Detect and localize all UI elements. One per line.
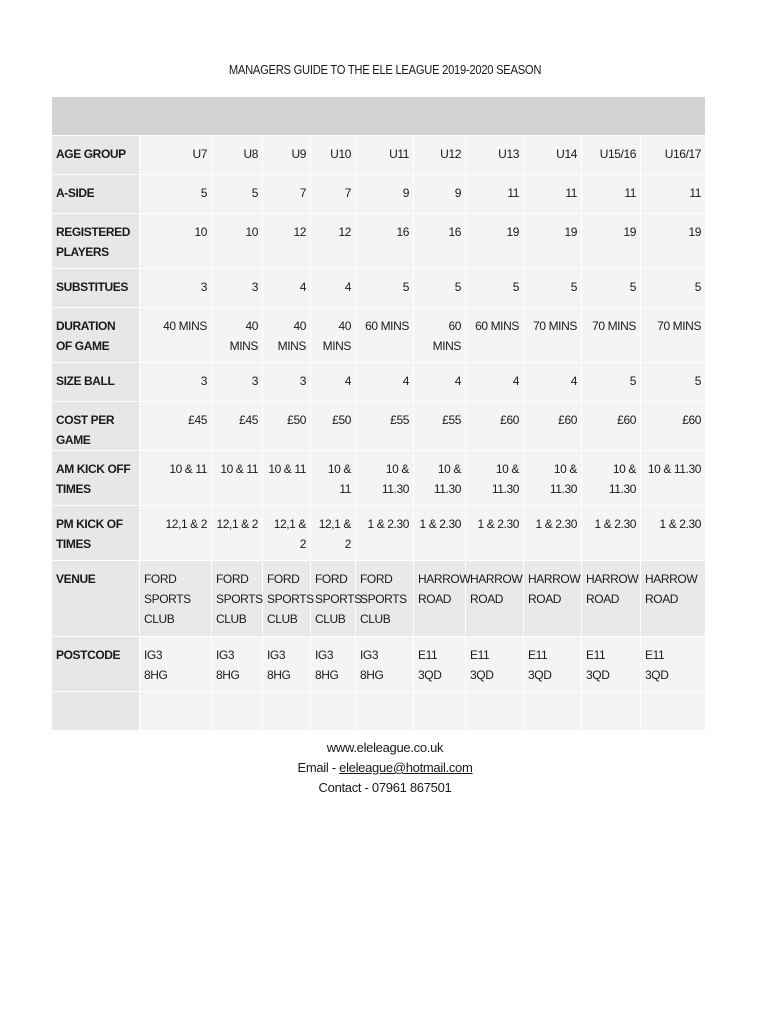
table-cell: 12 xyxy=(311,214,356,269)
website-text: www.eleleague.co.uk xyxy=(326,740,444,755)
table-cell: 60 MINS xyxy=(466,308,524,363)
email-line xyxy=(0,758,770,778)
table-cell: £60 xyxy=(524,402,582,451)
table-row xyxy=(52,269,706,308)
table-cell: 1 & 2.30 xyxy=(524,506,582,561)
empty-cell xyxy=(356,692,414,731)
table-cell: 5 xyxy=(582,269,641,308)
email-link[interactable]: eleleague@hotmail.com xyxy=(339,760,473,775)
table-cell: 1 & 2.30 xyxy=(466,506,524,561)
table-cell: 19 xyxy=(466,214,524,269)
table-cell: 7 xyxy=(311,175,356,214)
table-cell: 3 xyxy=(140,363,212,402)
table-cell: 12 xyxy=(263,214,311,269)
table-row xyxy=(52,561,706,637)
footer xyxy=(0,738,770,798)
table-cell: 10 & 11.30 xyxy=(524,451,582,506)
table-cell: 11 xyxy=(524,175,582,214)
table-cell: £50 xyxy=(311,402,356,451)
table-cell: U15/16 xyxy=(582,136,641,175)
table-cell: IG3 8HG xyxy=(212,637,263,692)
table-row xyxy=(52,402,706,451)
table-cell: 40 MINS xyxy=(140,308,212,363)
table-cell: 11 xyxy=(466,175,524,214)
row-label: SIZE BALL xyxy=(52,363,140,402)
table-cell: £60 xyxy=(466,402,524,451)
table-row xyxy=(52,308,706,363)
table-cell: 3 xyxy=(212,269,263,308)
table-cell: 10 & 11.30 xyxy=(356,451,414,506)
table-cell: U16/17 xyxy=(641,136,706,175)
empty-cell xyxy=(582,692,641,731)
empty-cell xyxy=(52,692,140,731)
row-label: DURATION OF GAME xyxy=(52,308,140,363)
row-label: A-SIDE xyxy=(52,175,140,214)
table-cell: U13 xyxy=(466,136,524,175)
table-cell: 19 xyxy=(524,214,582,269)
table-cell: 1 & 2.30 xyxy=(582,506,641,561)
empty-cell xyxy=(466,692,524,731)
contact-text: Contact - 07961 867501 xyxy=(318,780,452,795)
table-cell: 10 & 11 xyxy=(311,451,356,506)
table-cell: 5 xyxy=(641,269,706,308)
table-cell: 10 & 11.30 xyxy=(414,451,466,506)
row-label: REGISTERED PLAYERS xyxy=(52,214,140,269)
table-cell: 5 xyxy=(466,269,524,308)
table-cell: 7 xyxy=(263,175,311,214)
table-cell: E11 3QD xyxy=(641,637,706,692)
table-cell: HARROW ROAD xyxy=(466,561,524,637)
table-cell: £45 xyxy=(140,402,212,451)
table-cell: HARROW ROAD xyxy=(641,561,706,637)
table-cell: 11 xyxy=(641,175,706,214)
table-cell: 12,1 & 2 xyxy=(212,506,263,561)
table-cell: FORD SPORTS CLUB xyxy=(140,561,212,637)
table-cell: U9 xyxy=(263,136,311,175)
table-cell: 60 MINS xyxy=(414,308,466,363)
table-cell: 16 xyxy=(356,214,414,269)
empty-cell xyxy=(212,692,263,731)
table-cell: IG3 8HG xyxy=(356,637,414,692)
table-cell: 11 xyxy=(582,175,641,214)
table-cell: 70 MINS xyxy=(582,308,641,363)
table-cell: 10 & 11 xyxy=(140,451,212,506)
table-cell: 12,1 & 2 xyxy=(263,506,311,561)
page-title: MANAGERS GUIDE TO THE ELE LEAGUE 2019-2020 SEASON xyxy=(228,62,542,77)
table-cell: E11 3QD xyxy=(524,637,582,692)
table-cell: 3 xyxy=(140,269,212,308)
table-cell: E11 3QD xyxy=(414,637,466,692)
table-row xyxy=(52,637,706,692)
table-cell: £55 xyxy=(356,402,414,451)
table-cell: 5 xyxy=(140,175,212,214)
table-cell: U7 xyxy=(140,136,212,175)
empty-cell xyxy=(140,692,212,731)
blank-row xyxy=(52,692,706,731)
table-cell: 9 xyxy=(356,175,414,214)
table-row xyxy=(52,175,706,214)
table-cell: IG3 8HG xyxy=(263,637,311,692)
table-cell: 70 MINS xyxy=(641,308,706,363)
table-cell: U11 xyxy=(356,136,414,175)
table-cell: 5 xyxy=(212,175,263,214)
table-cell: 70 MINS xyxy=(524,308,582,363)
table-row xyxy=(52,363,706,402)
table-cell: HARROW ROAD xyxy=(582,561,641,637)
table-cell: 10 & 11 xyxy=(263,451,311,506)
table-row xyxy=(52,451,706,506)
table-row xyxy=(52,506,706,561)
table-cell: 5 xyxy=(582,363,641,402)
table-row xyxy=(52,136,706,175)
league-guide-table xyxy=(51,96,706,731)
table-cell: 10 & 11.30 xyxy=(641,451,706,506)
table-cell: U12 xyxy=(414,136,466,175)
table-cell: 9 xyxy=(414,175,466,214)
table-cell: FORD SPORTS CLUB xyxy=(263,561,311,637)
table-cell: 5 xyxy=(414,269,466,308)
table-cell: £45 xyxy=(212,402,263,451)
empty-cell xyxy=(414,692,466,731)
header-band xyxy=(52,97,706,136)
table-cell: 1 & 2.30 xyxy=(641,506,706,561)
empty-cell xyxy=(524,692,582,731)
table-cell: £60 xyxy=(582,402,641,451)
table-cell: £50 xyxy=(263,402,311,451)
table-cell: 5 xyxy=(356,269,414,308)
table-cell: E11 3QD xyxy=(582,637,641,692)
email-prefix: Email - xyxy=(297,760,340,775)
table-cell: IG3 8HG xyxy=(140,637,212,692)
row-label: AM KICK OFF TIMES xyxy=(52,451,140,506)
table-cell: IG3 8HG xyxy=(311,637,356,692)
row-label: SUBSTITUES xyxy=(52,269,140,308)
table-cell: 5 xyxy=(641,363,706,402)
table-cell: HARROW ROAD xyxy=(414,561,466,637)
row-label: AGE GROUP xyxy=(52,136,140,175)
empty-cell xyxy=(263,692,311,731)
table-row xyxy=(52,214,706,269)
table-cell: HARROW ROAD xyxy=(524,561,582,637)
table-cell: 19 xyxy=(641,214,706,269)
table-cell: 4 xyxy=(311,363,356,402)
table-cell: FORD SPORTS CLUB xyxy=(356,561,414,637)
table-cell: 1 & 2.30 xyxy=(414,506,466,561)
table-cell: 40 MINS xyxy=(212,308,263,363)
table-cell: 19 xyxy=(582,214,641,269)
table-cell: 4 xyxy=(524,363,582,402)
table-cell: U14 xyxy=(524,136,582,175)
table-cell: 60 MINS xyxy=(356,308,414,363)
table-cell: 12,1 & 2 xyxy=(311,506,356,561)
table-cell: 16 xyxy=(414,214,466,269)
table-cell: 4 xyxy=(311,269,356,308)
table-cell: 10 & 11.30 xyxy=(466,451,524,506)
table-cell: 5 xyxy=(524,269,582,308)
table-cell: 4 xyxy=(414,363,466,402)
table-cell: 10 & 11.30 xyxy=(582,451,641,506)
row-label: VENUE xyxy=(52,561,140,637)
table-cell: £55 xyxy=(414,402,466,451)
table-cell: 10 xyxy=(212,214,263,269)
table-cell: 10 xyxy=(140,214,212,269)
table-cell: 4 xyxy=(466,363,524,402)
row-label: COST PER GAME xyxy=(52,402,140,451)
table-cell: 4 xyxy=(356,363,414,402)
table-cell: U10 xyxy=(311,136,356,175)
table-cell: FORD SPORTS CLUB xyxy=(311,561,356,637)
row-label: POSTCODE xyxy=(52,637,140,692)
table-cell: E11 3QD xyxy=(466,637,524,692)
empty-cell xyxy=(311,692,356,731)
row-label: PM KICK OF TIMES xyxy=(52,506,140,561)
table-cell: U8 xyxy=(212,136,263,175)
table-cell: 12,1 & 2 xyxy=(140,506,212,561)
empty-cell xyxy=(641,692,706,731)
table-cell: FORD SPORTS CLUB xyxy=(212,561,263,637)
table-cell: 4 xyxy=(263,269,311,308)
table-cell: 40 MINS xyxy=(263,308,311,363)
table-cell: 1 & 2.30 xyxy=(356,506,414,561)
table-cell: 40 MINS xyxy=(311,308,356,363)
table-cell: 10 & 11 xyxy=(212,451,263,506)
table-cell: 3 xyxy=(212,363,263,402)
table-cell: 3 xyxy=(263,363,311,402)
table-cell: £60 xyxy=(641,402,706,451)
